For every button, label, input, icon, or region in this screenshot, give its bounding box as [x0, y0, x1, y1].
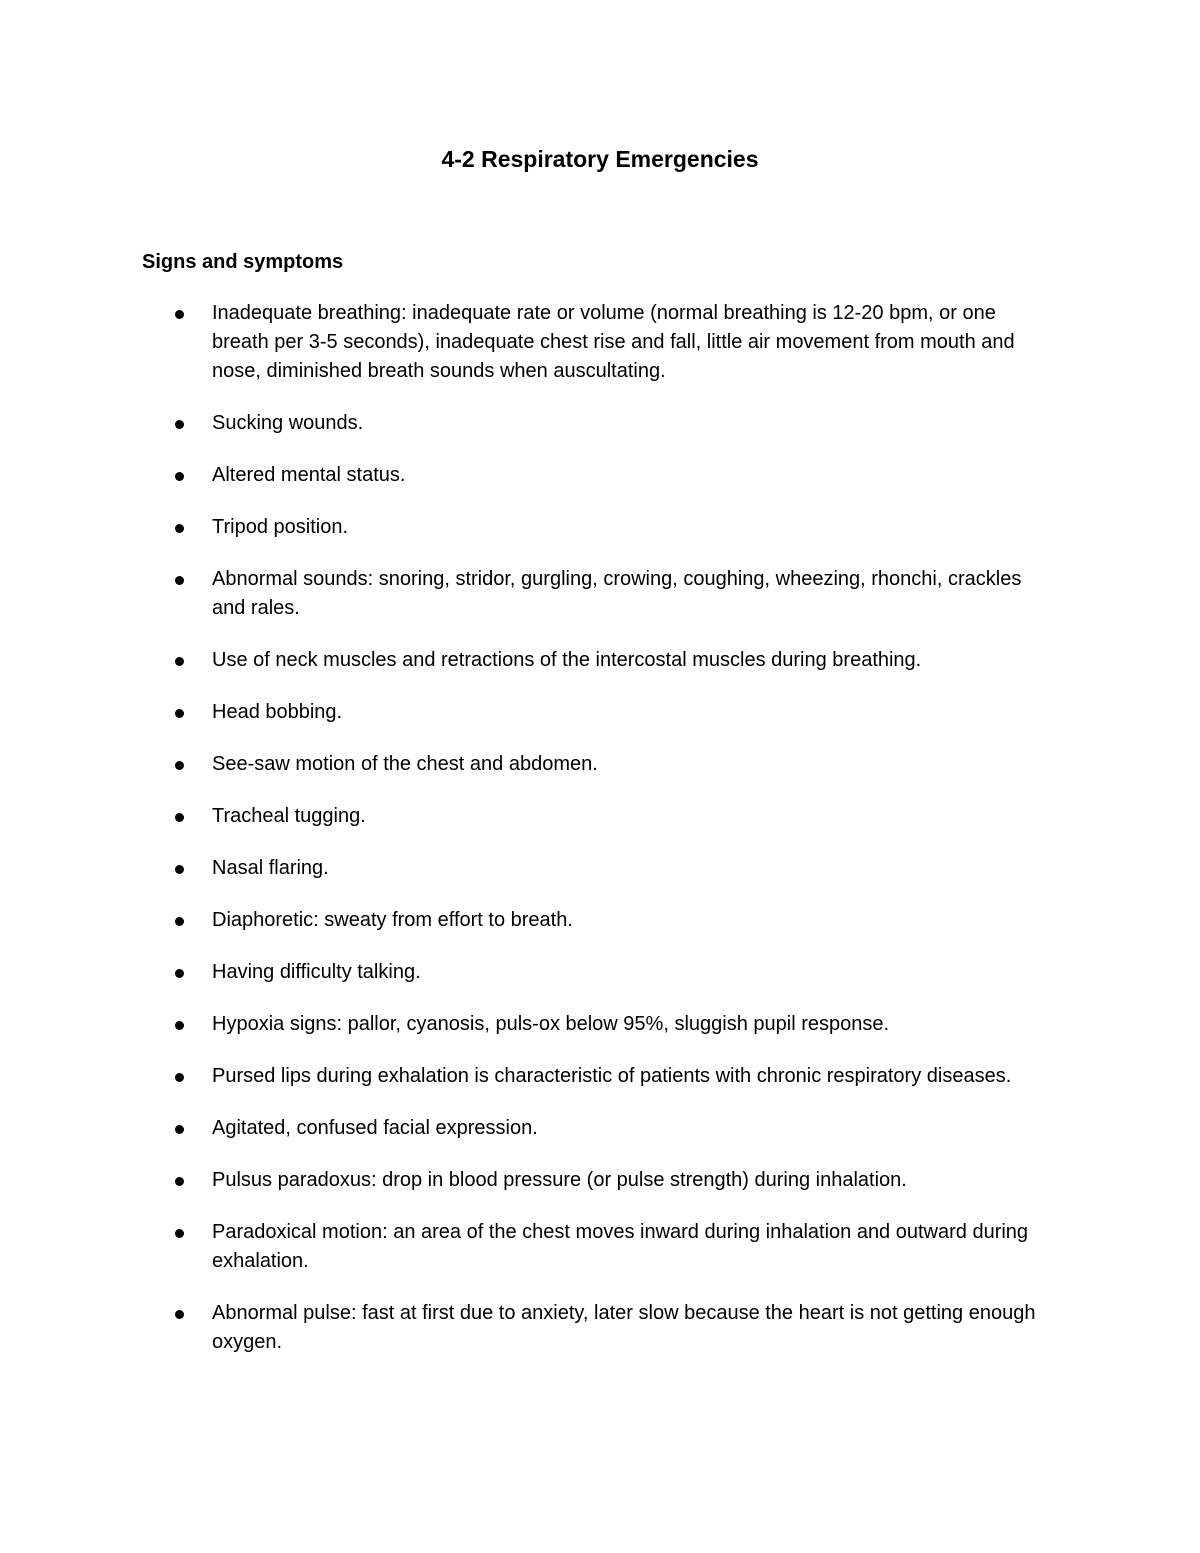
bullet-icon [175, 420, 184, 429]
list-item-text: Tracheal tugging. [212, 805, 366, 827]
bullet-icon [175, 709, 184, 718]
list-item-text: Head bobbing. [212, 701, 343, 723]
bullet-icon [175, 657, 184, 666]
list-item [142, 958, 1042, 987]
list-item [142, 461, 1042, 490]
bullet-icon [175, 576, 184, 585]
bullet-icon [175, 1125, 184, 1134]
bullet-list [142, 299, 1042, 1380]
list-item-text: Having difficulty talking. [212, 961, 421, 983]
list-item-text: Diaphoretic: sweaty from effort to breath. [212, 909, 573, 931]
list-item-text: Abnormal sounds: snoring, stridor, gurgling, crowing, coughing, wheezing, rhonchi, crackles and rales. [212, 568, 1022, 619]
list-item-text: Altered mental status. [212, 464, 406, 486]
bullet-icon [175, 917, 184, 926]
list-item [142, 646, 1042, 675]
list-item-text: Pulsus paradoxus: drop in blood pressure (or pulse strength) during inhalation. [212, 1169, 907, 1191]
list-item-text: Nasal flaring. [212, 857, 329, 879]
list-item [142, 1010, 1042, 1039]
list-item [142, 750, 1042, 779]
list-item [142, 854, 1042, 883]
list-item-text: Agitated, confused facial expression. [212, 1117, 538, 1139]
list-item [142, 1299, 1042, 1357]
list-item-text: Abnormal pulse: fast at first due to anxiety, later slow because the heart is not getting enough oxygen. [212, 1302, 1036, 1353]
bullet-icon [175, 865, 184, 874]
list-item-text: Inadequate breathing: inadequate rate or volume (normal breathing is 12-20 bpm, or one breath per 3-5 seconds), inadequate chest rise and fall, little air movement from mouth and nose, diminished breath sounds when auscultating. [212, 302, 1015, 382]
bullet-icon [175, 310, 184, 319]
list-item [142, 409, 1042, 438]
page-title: 4-2 Respiratory Emergencies [441, 146, 759, 172]
bullet-icon [175, 524, 184, 533]
list-item-text: Paradoxical motion: an area of the chest moves inward during inhalation and outward during exhalation. [212, 1221, 1029, 1272]
bullet-icon [175, 813, 184, 822]
list-item-text: See-saw motion of the chest and abdomen. [212, 753, 598, 775]
section-heading: Signs and symptoms [142, 251, 344, 273]
bullet-icon [175, 1229, 184, 1238]
list-item [142, 299, 1042, 386]
list-item-text: Hypoxia signs: pallor, cyanosis, puls-ox below 95%, sluggish pupil response. [212, 1013, 890, 1035]
list-item-text: Pursed lips during exhalation is characteristic of patients with chronic respiratory diseases. [212, 1065, 1012, 1087]
list-item [142, 698, 1042, 727]
list-item [142, 1218, 1042, 1276]
bullet-icon [175, 1310, 184, 1319]
list-item-text: Tripod position. [212, 516, 348, 538]
list-item [142, 1166, 1042, 1195]
bullet-icon [175, 1021, 184, 1030]
list-item [142, 513, 1042, 542]
bullet-icon [175, 761, 184, 770]
list-item [142, 565, 1042, 623]
list-item [142, 906, 1042, 935]
list-item [142, 1062, 1042, 1091]
bullet-icon [175, 472, 184, 481]
list-item [142, 802, 1042, 831]
bullet-icon [175, 1073, 184, 1082]
bullet-icon [175, 1177, 184, 1186]
list-item-text: Use of neck muscles and retractions of the intercostal muscles during breathing. [212, 649, 922, 671]
bullet-icon [175, 969, 184, 978]
list-item-text: Sucking wounds. [212, 412, 364, 434]
list-item [142, 1114, 1042, 1143]
